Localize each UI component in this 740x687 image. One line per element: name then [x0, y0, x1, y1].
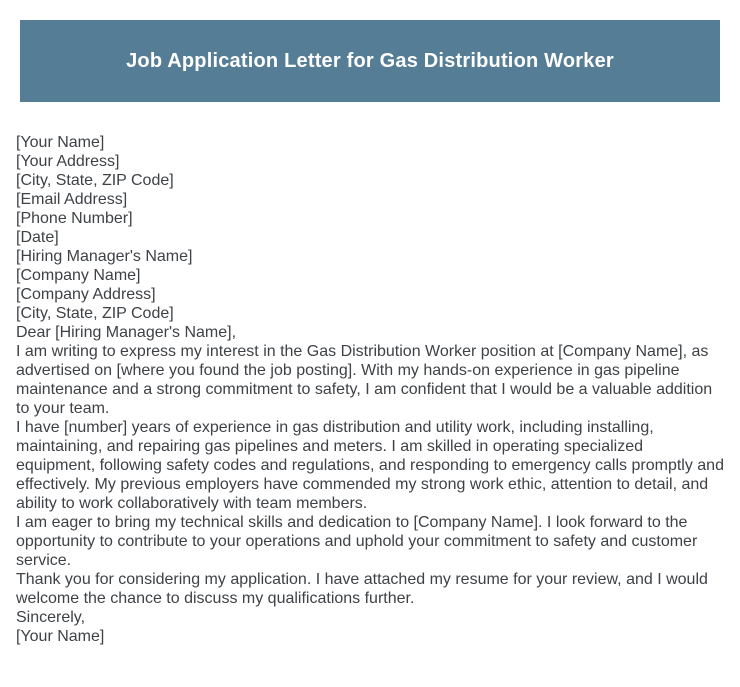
company-name-line: [Company Name]: [16, 267, 141, 284]
title-banner: [20, 20, 720, 102]
letter-paragraph-intro: I am writing to express my interest in the Gas Distribution Worker position at [Company Name], as advertised on [where you found the job posting]. With my hands-on experience in gas pipeline maintenance and a strong commitment to safety, I am confident that I would be a valuable addition to your team.: [16, 343, 713, 417]
closing-line: Sincerely,: [16, 609, 86, 626]
page: [0, 20, 740, 687]
sender-address-line: [Your Address]: [16, 153, 120, 170]
letter-paragraph-eagerness: I am eager to bring my technical skills and dedication to [Company Name]. I look forward to the opportunity to contribute to your operations and uphold your commitment to safety and customer service.: [16, 514, 698, 569]
signature-line: [Your Name]: [16, 628, 105, 645]
letter-paragraph-thanks: Thank you for considering my application. I have attached my resume for your review, and I would welcome the chance to discuss my qualifications further.: [16, 571, 708, 607]
salutation-line: Dear [Hiring Manager's Name],: [16, 324, 237, 341]
letter-paragraph-experience: I have [number] years of experience in gas distribution and utility work, including installing, maintaining, and repairing gas pipelines and meters. I am skilled in operating specialized equipment, following safety codes and regulations, and responding to emergency calls promptly and effectively. My previous employers have commended my strong work ethic, attention to detail, and ability to work collaboratively with team members.: [16, 419, 724, 512]
letter-body: [16, 133, 726, 646]
page-title: Job Application Letter for Gas Distribution Worker: [126, 49, 614, 72]
sender-city-line: [City, State, ZIP Code]: [16, 172, 174, 189]
company-city-line: [City, State, ZIP Code]: [16, 305, 174, 322]
sender-email-line: [Email Address]: [16, 191, 128, 208]
sender-name-line: [Your Name]: [16, 134, 105, 151]
recipient-name-line: [Hiring Manager's Name]: [16, 248, 193, 265]
date-line: [Date]: [16, 229, 59, 246]
sender-phone-line: [Phone Number]: [16, 210, 133, 227]
company-address-line: [Company Address]: [16, 286, 156, 303]
